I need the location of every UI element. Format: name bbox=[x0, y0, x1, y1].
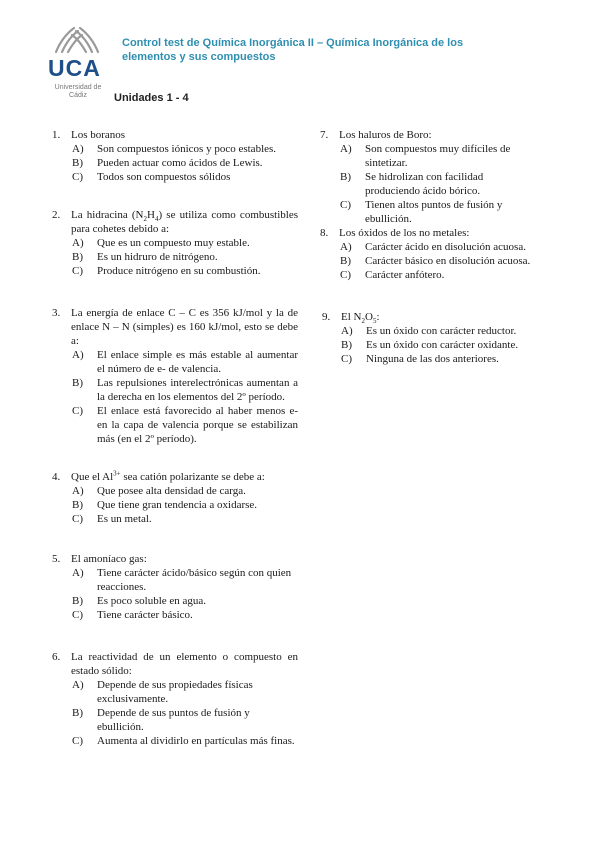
option-text: Que es un compuesto muy estable. bbox=[97, 237, 250, 249]
option-text: El enlace está favorecido al haber menos e- en la capa de valencia porque se estabilizan más (en el 2º período). bbox=[97, 405, 298, 445]
question-stem: El $N_2O_5$: bbox=[341, 311, 380, 326]
option-label: B) bbox=[340, 171, 351, 183]
option-text: Son compuestos muy difíciles de sintetizar. bbox=[365, 143, 511, 169]
option-label: C) bbox=[72, 513, 83, 525]
option-text: Ninguna de las dos anteriores. bbox=[366, 353, 499, 365]
question-number: 6. bbox=[52, 651, 61, 663]
option-label: B) bbox=[341, 339, 352, 351]
option-label: B) bbox=[72, 499, 83, 511]
uca-logo bbox=[44, 22, 110, 104]
option-label: B) bbox=[340, 255, 351, 267]
option-label: C) bbox=[72, 609, 83, 621]
option-text: Tiene carácter básico. bbox=[97, 609, 193, 621]
option-text: Es poco soluble en agua. bbox=[97, 595, 207, 607]
option-label: B) bbox=[72, 595, 83, 607]
question-stem: La hidracina $(N_2H_4)$ se utiliza como combustibles para cohetes debido a: bbox=[71, 209, 298, 235]
option-label: C) bbox=[340, 269, 351, 281]
option-text: Que tiene gran tendencia a oxidarse. bbox=[97, 499, 258, 511]
question-number: 9. bbox=[322, 311, 331, 323]
option-text: Es un óxido con carácter reductor. bbox=[366, 325, 517, 337]
option-text: Depende de sus puntos de fusión y ebullición. bbox=[97, 707, 250, 733]
option-label: B) bbox=[72, 251, 83, 263]
question-6 bbox=[52, 650, 298, 748]
question-stem: Los óxidos de los no metales: bbox=[339, 227, 470, 239]
question-number: 7. bbox=[320, 129, 329, 141]
question-number: 8. bbox=[320, 227, 329, 239]
option-label: C) bbox=[341, 353, 352, 365]
option-label: B) bbox=[72, 157, 83, 169]
question-number: 4. bbox=[52, 471, 61, 483]
option-label: C) bbox=[72, 265, 83, 277]
logo-wordmark: UCA bbox=[48, 55, 101, 81]
option-text: Tiene carácter ácido/básico según con quien reacciones. bbox=[97, 567, 292, 593]
option-label: B) bbox=[72, 707, 83, 719]
question-7 bbox=[320, 128, 548, 226]
question-stem: Los haluros de Boro: bbox=[339, 129, 432, 141]
option-text: Depende de sus propiedades físicas exclusivamente. bbox=[97, 679, 253, 705]
question-1 bbox=[52, 128, 298, 184]
option-label: C) bbox=[72, 405, 83, 417]
option-label: C) bbox=[72, 171, 83, 183]
question-stem: La energía de enlace C – C es 356 kJ/mol y la de enlace N – N (simples) es 160 kJ/mol, esto se debe a: bbox=[71, 307, 298, 347]
option-label: A) bbox=[72, 567, 84, 579]
option-text: Que posee alta densidad de carga. bbox=[97, 485, 246, 497]
logo-subtitle: Universidad de Cádiz bbox=[54, 84, 102, 99]
question-stem: La reactividad de un elemento o compuesto en estado sólido: bbox=[71, 651, 298, 677]
question-4 bbox=[52, 470, 298, 526]
document-title: Control test de Química Inorgánica II – Química Inorgánica de los elementos y sus compuestos bbox=[122, 37, 464, 63]
question-stem: El amoníaco gas: bbox=[71, 553, 147, 565]
question-number: 3. bbox=[52, 307, 61, 319]
question-5 bbox=[52, 552, 298, 622]
question-stem: Que el $Al^{3+}$ sea catión polarizante se debe a: bbox=[71, 469, 265, 483]
option-text: Las repulsiones interelectrónicas aumentan a la derecha en los elementos del 2º período. bbox=[97, 377, 298, 403]
units-heading: Unidades 1 - 4 bbox=[114, 92, 189, 104]
question-9 bbox=[322, 310, 550, 366]
option-text: Carácter anfótero. bbox=[365, 269, 445, 281]
option-label: C) bbox=[72, 735, 83, 747]
question-3 bbox=[52, 306, 298, 446]
option-text: El enlace simple es más estable al aumentar el número de e- de valencia. bbox=[97, 349, 298, 375]
option-text: Aumenta al dividirlo en partículas más finas. bbox=[97, 735, 295, 747]
question-number: 1. bbox=[52, 129, 61, 141]
option-label: B) bbox=[72, 377, 83, 389]
option-label: A) bbox=[72, 485, 84, 497]
option-label: C) bbox=[340, 199, 351, 211]
option-text: Todos son compuestos sólidos bbox=[97, 171, 231, 183]
option-text: Carácter básico en disolución acuosa. bbox=[365, 255, 531, 267]
option-label: A) bbox=[341, 325, 353, 337]
option-label: A) bbox=[72, 237, 84, 249]
option-text: Tienen altos puntos de fusión y ebullición. bbox=[365, 199, 503, 225]
option-label: A) bbox=[72, 143, 84, 155]
university-emblem-icon bbox=[50, 22, 104, 56]
question-8 bbox=[320, 226, 548, 282]
option-text: Es un metal. bbox=[97, 513, 152, 525]
option-text: Pueden actuar como ácidos de Lewis. bbox=[97, 157, 263, 169]
option-label: A) bbox=[72, 679, 84, 691]
question-2 bbox=[52, 208, 298, 278]
option-text: Es un óxido con carácter oxidante. bbox=[366, 339, 519, 351]
option-text: Carácter ácido en disolución acuosa. bbox=[365, 241, 526, 253]
option-label: A) bbox=[340, 241, 352, 253]
option-text: Se hidrolizan con facilidad produciendo ácido bórico. bbox=[365, 171, 484, 197]
question-number: 2. bbox=[52, 209, 61, 221]
option-text: Produce nitrógeno en su combustión. bbox=[97, 265, 261, 277]
question-stem: Los boranos bbox=[71, 129, 126, 141]
option-label: A) bbox=[340, 143, 352, 155]
option-text: Es un hidruro de nitrógeno. bbox=[97, 251, 218, 263]
question-number: 5. bbox=[52, 553, 61, 565]
option-text: Son compuestos iónicos y poco estables. bbox=[97, 143, 277, 155]
option-label: A) bbox=[72, 349, 84, 361]
